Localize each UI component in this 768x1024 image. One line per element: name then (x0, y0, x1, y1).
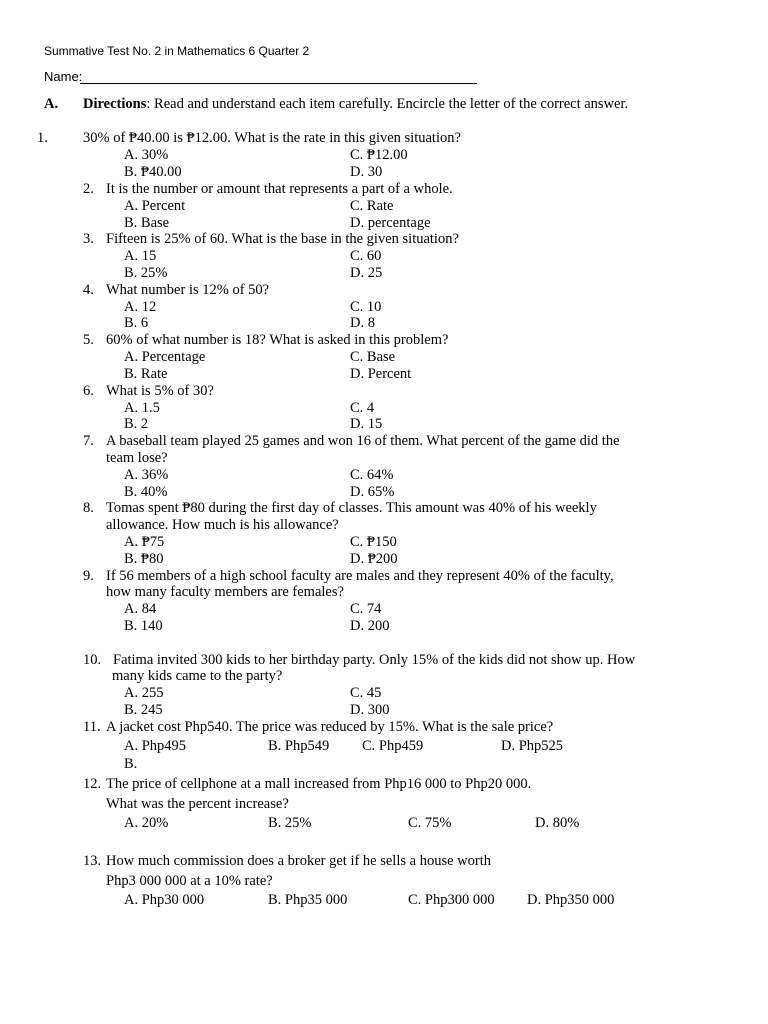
choice-d: D. 8 (350, 315, 375, 331)
choice-d: D. Percent (350, 366, 412, 382)
choice-b: B. Base (124, 215, 170, 231)
question-number: 3. (83, 231, 94, 247)
question-text: How much commission does a broker get if he sells a house worth (106, 853, 491, 869)
choice-c: C. Rate (350, 198, 394, 214)
choice-a: A. 255 (124, 685, 164, 701)
question-text-continued: how many faculty members are females? (106, 584, 344, 600)
choice-d: D. 200 (350, 618, 390, 634)
choice-a: A. Percent (124, 198, 186, 214)
choice-c: C. 45 (350, 685, 382, 701)
choice-b: B. 6 (124, 315, 149, 331)
choice-c: C. ₱12.00 (350, 147, 408, 163)
choice-a: A. Php495 (124, 738, 187, 754)
choice-c: C. 60 (350, 248, 382, 264)
question-text: What number is 12% of 50? (106, 282, 270, 298)
choice-d: D. 80% (535, 815, 580, 831)
question-text-continued: Php3 000 000 at a 10% rate? (106, 873, 273, 889)
question-number: 8. (83, 500, 94, 516)
choice-d: D. Php525 (501, 738, 564, 754)
choice-b: B. 25% (124, 265, 168, 281)
question-number: 1. (37, 130, 48, 146)
question-number: 7. (83, 433, 94, 449)
choice-c: C. 75% (408, 815, 452, 831)
choice-c: C. 4 (350, 400, 375, 416)
choice-a: A. 20% (124, 815, 169, 831)
choice-d: D. 65% (350, 484, 395, 500)
choice-a: A. Percentage (124, 349, 206, 365)
question-text-continued: allowance. How much is his allowance? (106, 517, 339, 533)
choice-b: B. 245 (124, 702, 163, 718)
choice-a: A. 84 (124, 601, 157, 617)
choice-d: D. 300 (350, 702, 390, 718)
question-text-continued: What was the percent increase? (106, 796, 289, 812)
choice-a: A. 12 (124, 299, 157, 315)
choice-d: D. 25 (350, 265, 383, 281)
choice-b: B. ₱80 (124, 551, 164, 567)
question-text: Fifteen is 25% of 60. What is the base in the given situation? (106, 231, 459, 247)
choice-c: C. Php459 (362, 738, 424, 754)
choice-c: C. Php300 000 (408, 892, 495, 908)
name-label: Name: (44, 69, 83, 84)
test-title: Summative Test No. 2 in Mathematics 6 Quarter 2 (44, 44, 310, 58)
choice-b: B. 40% (124, 484, 168, 500)
choice-d: D. percentage (350, 215, 431, 231)
question-text-continued: team lose? (106, 450, 168, 466)
choice-c: C. ₱150 (350, 534, 397, 550)
question-number: 5. (83, 332, 94, 348)
question-number: 4. (83, 282, 94, 298)
question-text: Tomas spent ₱80 during the first day of classes. This amount was 40% of his weekly (106, 500, 597, 516)
question-number: 11. (83, 719, 101, 735)
question-number: 6. (83, 383, 94, 399)
choice-a: A. Php30 000 (124, 892, 205, 908)
choice-a: A. 30% (124, 147, 169, 163)
choice-c: C. 64% (350, 467, 394, 483)
question-text: What is 5% of 30? (106, 383, 214, 399)
choice-d: D. 15 (350, 416, 383, 432)
directions-text: : Read and understand each item carefully. Encircle the letter of the correct answer. (146, 96, 629, 112)
question-text-continued: many kids came to the party? (112, 668, 283, 684)
question-text: A jacket cost Php540. The price was reduced by 15%. What is the sale price? (106, 719, 554, 735)
question-text: Fatima invited 300 kids to her birthday party. Only 15% of the kids did not show up. How (113, 652, 636, 668)
choice-d: D. Php350 000 (527, 892, 615, 908)
choice-c: C. 74 (350, 601, 382, 617)
stray-choice-label: B. (124, 756, 138, 772)
choice-a: A. 15 (124, 248, 157, 264)
question-text: The price of cellphone at a mall increased from Php16 000 to Php20 000. (106, 776, 532, 792)
choice-c: C. Base (350, 349, 396, 365)
question-number: 2. (83, 181, 94, 197)
question-text: It is the number or amount that represents a part of a whole. (106, 181, 453, 197)
choice-b: B. ₱40.00 (124, 164, 182, 180)
question-number: 12. (83, 776, 102, 792)
directions-label: Directions (83, 96, 147, 112)
choice-d: D. 30 (350, 164, 383, 180)
choice-a: A. 1.5 (124, 400, 160, 416)
question-number: 10. (83, 652, 102, 668)
question-text: If 56 members of a high school faculty are males and they represent 40% of the faculty, (106, 568, 614, 584)
choice-b: B. 2 (124, 416, 149, 432)
question-text: 30% of ₱40.00 is ₱12.00. What is the rate in this given situation? (83, 130, 461, 146)
section-letter: A. (44, 96, 59, 112)
question-text: 60% of what number is 18? What is asked in this problem? (106, 332, 449, 348)
choice-b: B. Php35 000 (268, 892, 348, 908)
question-text: A baseball team played 25 games and won 16 of them. What percent of the game did the (106, 433, 620, 449)
choice-c: C. 10 (350, 299, 382, 315)
question-number: 13. (83, 853, 102, 869)
choice-b: B. 25% (268, 815, 312, 831)
choice-b: B. 140 (124, 618, 163, 634)
choice-a: A. 36% (124, 467, 169, 483)
directions (83, 96, 628, 113)
choice-a: A. ₱75 (124, 534, 165, 550)
choice-b: B. Rate (124, 366, 168, 382)
choice-b: B. Php549 (268, 738, 330, 754)
question-number: 9. (83, 568, 94, 584)
name-field[interactable] (80, 83, 477, 84)
choice-d: D. ₱200 (350, 551, 398, 567)
